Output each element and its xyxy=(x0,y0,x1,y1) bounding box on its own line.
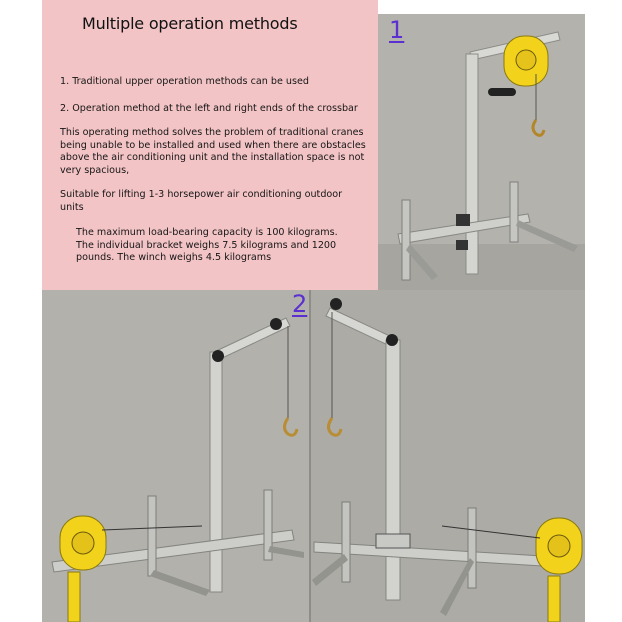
description-text: This operating method solves the problem of traditional cranes being unable to be installed and used when there are obstacles above the air conditioning unit and the installation space is not very spacious, xyxy=(60,127,366,176)
method-2-label: 2 xyxy=(292,290,308,318)
method-1-text: 1. Traditional upper operation methods can be used xyxy=(60,76,309,87)
panel-title: Multiple operation methods xyxy=(82,14,298,33)
method-1-label: 1 xyxy=(389,16,405,44)
photo-method-1 xyxy=(378,14,585,290)
specs-text: The maximum load-bearing capacity is 100 kilograms. The individual bracket weighs 7.5 kilograms and 1200 pounds. The winch weighs 4.5 kilograms xyxy=(76,227,338,263)
photo-method-2 xyxy=(42,290,585,622)
info-panel xyxy=(42,0,378,290)
crane-top-illustration xyxy=(378,14,585,290)
method-2-text: 2. Operation method at the left and right ends of the crossbar xyxy=(60,103,358,114)
crane-bottom-illustration xyxy=(42,290,585,622)
suitability-text: Suitable for lifting 1-3 horsepower air conditioning outdoor units xyxy=(60,189,343,213)
